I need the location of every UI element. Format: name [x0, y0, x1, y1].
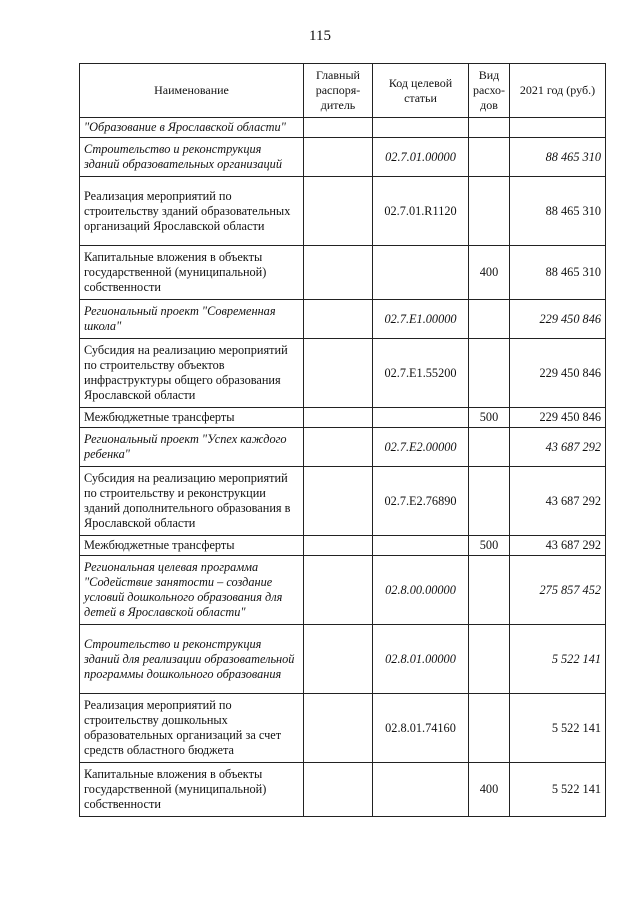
- cell-type: [469, 300, 510, 339]
- cell-name: Строительство и реконструкция зданий образовательных организаций: [80, 138, 304, 177]
- table-row: [80, 763, 606, 817]
- cell-name: Субсидия на реализацию мероприятий по строительству объектов инфраструктуры общего образования Ярославской области: [80, 339, 304, 408]
- table-row: [80, 556, 606, 625]
- cell-name: Реализация мероприятий по строительству дошкольных образовательных организаций за счет средств областного бюджета: [80, 694, 304, 763]
- cell-name: Межбюджетные трансферты: [80, 408, 304, 428]
- header-amount: 2021 год (руб.): [510, 64, 606, 118]
- cell-type: 500: [469, 408, 510, 428]
- table-row: [80, 694, 606, 763]
- cell-type: [469, 556, 510, 625]
- cell-code: 02.7.01.00000: [373, 138, 469, 177]
- cell-admin: [304, 138, 373, 177]
- table-body: [80, 118, 606, 817]
- cell-amount: 88 465 310: [510, 246, 606, 300]
- cell-code: [373, 118, 469, 138]
- cell-name: Реализация мероприятий по строительству зданий образовательных организаций Ярославской области: [80, 177, 304, 246]
- cell-amount: 88 465 310: [510, 177, 606, 246]
- cell-admin: [304, 118, 373, 138]
- cell-type: [469, 694, 510, 763]
- header-code: Код целевой статьи: [373, 64, 469, 118]
- table-row: [80, 177, 606, 246]
- cell-code: 02.8.01.00000: [373, 625, 469, 694]
- cell-type: 400: [469, 763, 510, 817]
- cell-amount: 43 687 292: [510, 536, 606, 556]
- table-header-row: [80, 64, 606, 118]
- table-row: [80, 138, 606, 177]
- cell-admin: [304, 763, 373, 817]
- cell-name: Региональный проект "Современная школа": [80, 300, 304, 339]
- cell-admin: [304, 177, 373, 246]
- cell-type: [469, 625, 510, 694]
- cell-amount: 88 465 310: [510, 138, 606, 177]
- cell-code: 02.7.E2.76890: [373, 467, 469, 536]
- header-admin: Главный распоря-дитель: [304, 64, 373, 118]
- cell-admin: [304, 428, 373, 467]
- cell-amount: 229 450 846: [510, 408, 606, 428]
- header-name: Наименование: [80, 64, 304, 118]
- cell-amount: 229 450 846: [510, 339, 606, 408]
- cell-amount: [510, 118, 606, 138]
- cell-admin: [304, 300, 373, 339]
- cell-amount: 5 522 141: [510, 625, 606, 694]
- cell-type: [469, 467, 510, 536]
- table-row: [80, 536, 606, 556]
- cell-name: Капитальные вложения в объекты государственной (муниципальной) собственности: [80, 246, 304, 300]
- page-number: 115: [309, 28, 331, 44]
- cell-name: Региональная целевая программа "Содействие занятости – создание условий дошкольного образования для детей в Ярославской области": [80, 556, 304, 625]
- table-row: [80, 467, 606, 536]
- table-row: [80, 625, 606, 694]
- cell-code: 02.7.E1.55200: [373, 339, 469, 408]
- cell-admin: [304, 694, 373, 763]
- cell-type: [469, 177, 510, 246]
- table-row: [80, 339, 606, 408]
- table-row: [80, 428, 606, 467]
- cell-code: [373, 408, 469, 428]
- table-row: [80, 408, 606, 428]
- cell-code: 02.7.E1.00000: [373, 300, 469, 339]
- cell-type: [469, 428, 510, 467]
- cell-admin: [304, 408, 373, 428]
- budget-table: [79, 63, 606, 817]
- cell-code: 02.8.01.74160: [373, 694, 469, 763]
- cell-admin: [304, 536, 373, 556]
- cell-admin: [304, 556, 373, 625]
- cell-code: 02.8.00.00000: [373, 556, 469, 625]
- cell-code: [373, 536, 469, 556]
- cell-name: Субсидия на реализацию мероприятий по строительству и реконструкции зданий дополнительного образования в Ярославской области: [80, 467, 304, 536]
- cell-name: "Образование в Ярославской области": [80, 118, 304, 138]
- cell-admin: [304, 625, 373, 694]
- cell-name: Капитальные вложения в объекты государственной (муниципальной) собственности: [80, 763, 304, 817]
- cell-admin: [304, 339, 373, 408]
- table-row: [80, 246, 606, 300]
- cell-name: Строительство и реконструкция зданий для реализации образовательной программы дошкольного образования: [80, 625, 304, 694]
- cell-code: 02.7.01.R1120: [373, 177, 469, 246]
- cell-type: [469, 118, 510, 138]
- cell-name: Региональный проект "Успех каждого ребенка": [80, 428, 304, 467]
- cell-admin: [304, 246, 373, 300]
- cell-type: [469, 138, 510, 177]
- cell-amount: 5 522 141: [510, 763, 606, 817]
- cell-amount: 43 687 292: [510, 467, 606, 536]
- table-row: [80, 300, 606, 339]
- cell-code: [373, 763, 469, 817]
- cell-amount: 229 450 846: [510, 300, 606, 339]
- cell-admin: [304, 467, 373, 536]
- table-row: [80, 118, 606, 138]
- cell-amount: 43 687 292: [510, 428, 606, 467]
- cell-code: 02.7.E2.00000: [373, 428, 469, 467]
- cell-name: Межбюджетные трансферты: [80, 536, 304, 556]
- cell-type: [469, 339, 510, 408]
- cell-type: 400: [469, 246, 510, 300]
- cell-amount: 5 522 141: [510, 694, 606, 763]
- cell-amount: 275 857 452: [510, 556, 606, 625]
- cell-type: 500: [469, 536, 510, 556]
- header-type: Вид расхо-дов: [469, 64, 510, 118]
- cell-code: [373, 246, 469, 300]
